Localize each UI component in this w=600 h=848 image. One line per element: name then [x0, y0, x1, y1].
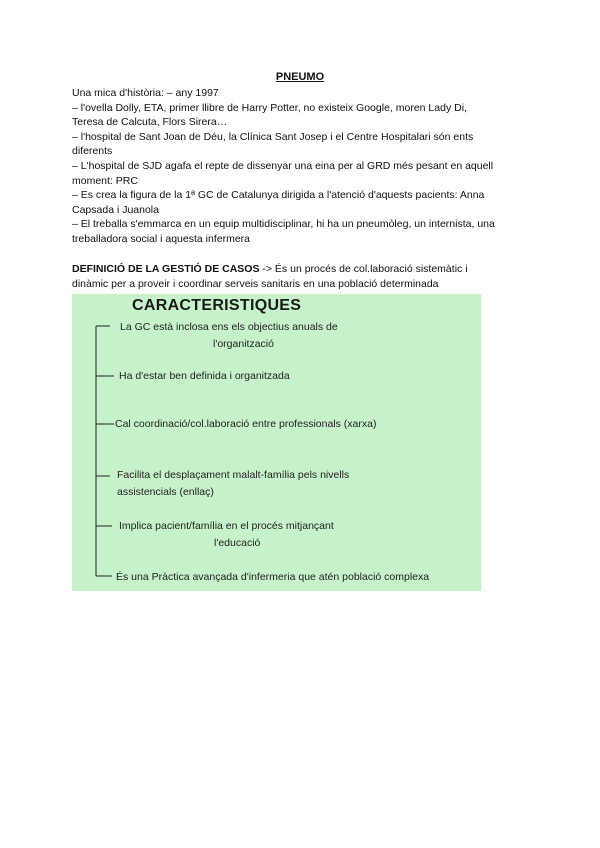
characteristic-item	[115, 416, 376, 433]
history-line: Teresa de Calcuta, Flors Sirera…	[72, 116, 228, 129]
characteristic-line: Facilita el desplaçament malalt-família pels nivells	[117, 469, 350, 481]
history-line: treballadora social i aquesta infermera	[72, 232, 251, 245]
history-line: – Es crea la figura de la 1ª GC de Catalunya dirigida a l'atenció d'aquests pacients: Anna	[72, 189, 485, 202]
definition-section	[72, 262, 532, 291]
characteristic-line: És una Pràctica avançada d'infermeria que atén població complexa	[116, 571, 430, 583]
definition-text-2: dinàmic per a proveir i coordinar serveis sanitaris en una població determinada	[72, 277, 439, 290]
history-line: – El treballa s'emmarca en un equip multidisciplinar, hi ha un pneumòleg, un internista, una	[72, 218, 495, 231]
characteristic-line: La GC està inclosa ens els objectius anuals de	[120, 321, 338, 333]
definition-heading: DEFINICIÓ DE LA GESTIÓ DE CASOS	[72, 263, 260, 275]
characteristic-item	[120, 319, 338, 353]
history-section	[72, 86, 532, 247]
characteristic-line: Implica pacient/família en el procés mitjançant	[119, 520, 334, 532]
characteristic-line: Cal coordinació/col.laboració entre professionals (xarxa)	[115, 418, 377, 430]
history-line: diferents	[72, 145, 113, 158]
characteristic-line: l'organització	[213, 338, 274, 350]
history-line: – l'ovella Dolly, ETA, primer llibre de Harry Potter, no existeix Google, moren Lady Di,	[72, 101, 467, 114]
characteristic-line: Ha d'estar ben definida i organitzada	[119, 370, 290, 382]
characteristic-line: l'educació	[214, 537, 261, 549]
history-line: moment: PRC	[72, 174, 138, 187]
definition-text: -> És un procés de col.laboració sistemàtic i	[259, 263, 468, 275]
characteristics-image	[72, 294, 481, 591]
characteristic-item	[117, 467, 349, 501]
characteristic-line: assistencials (enllaç)	[117, 486, 214, 498]
history-line: Capsada i Juanola	[72, 203, 159, 216]
characteristics-title: CARACTERISTIQUES	[132, 297, 302, 314]
characteristic-item	[119, 368, 290, 385]
history-line: Una mica d'història: – any 1997	[72, 87, 219, 99]
page-title: PNEUMO	[275, 71, 325, 83]
history-line: – l'hospital de Sant Joan de Déu, la Clínica Sant Josep i el Centre Hospitalari són ents	[72, 130, 474, 143]
characteristic-item	[119, 518, 334, 552]
characteristic-item	[116, 569, 429, 586]
history-line: – L'hospital de SJD agafa el repte de dissenyar una eina per al GRD més pesant en aquell	[72, 159, 494, 172]
